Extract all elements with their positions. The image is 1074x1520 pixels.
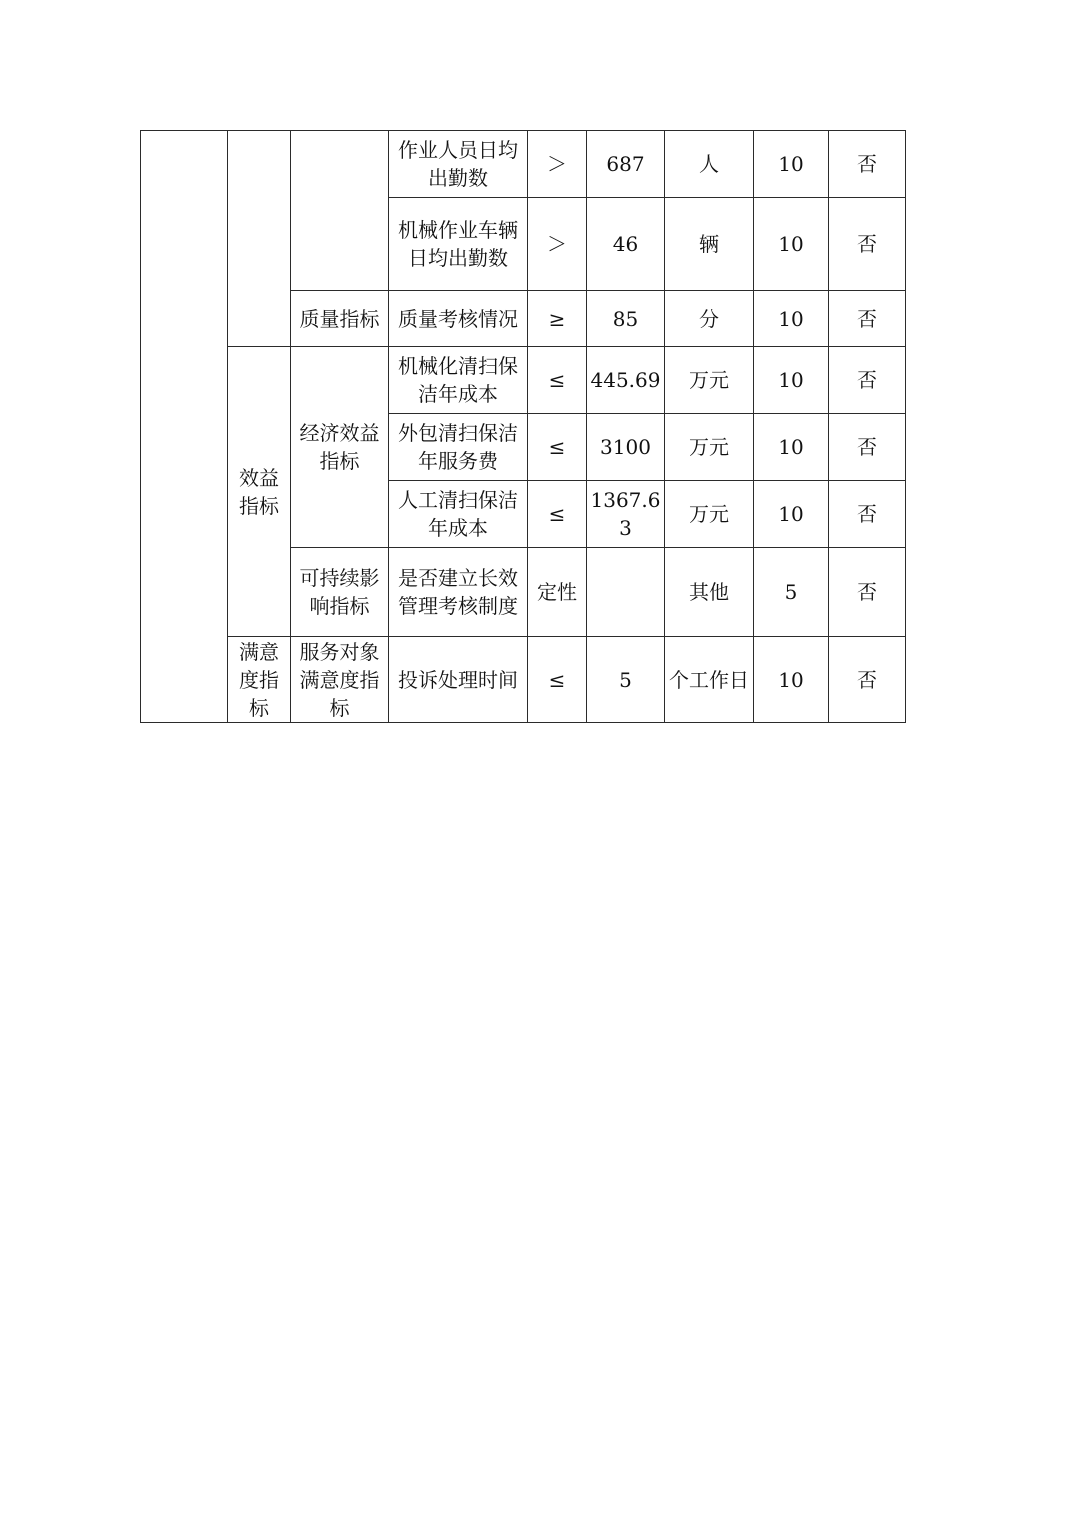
indicator-cell: 人工清扫保洁年成本 xyxy=(389,481,528,548)
level3-economic-cell: 经济效益指标 xyxy=(291,347,389,548)
operator-cell: ≤ xyxy=(528,414,587,481)
indicator-cell: 是否建立长效管理考核制度 xyxy=(389,548,528,637)
indicator-cell: 外包清扫保洁年服务费 xyxy=(389,414,528,481)
core-flag-cell: 否 xyxy=(829,637,906,723)
operator-cell: ＞ xyxy=(528,198,587,291)
operator-cell: 定性 xyxy=(528,548,587,637)
unit-cell: 辆 xyxy=(665,198,754,291)
table-row xyxy=(141,347,906,414)
core-flag-cell: 否 xyxy=(829,198,906,291)
target-value-cell: 46 xyxy=(587,198,665,291)
target-value-cell: 85 xyxy=(587,291,665,347)
unit-cell: 万元 xyxy=(665,414,754,481)
weight-cell: 10 xyxy=(754,481,829,548)
indicator-cell: 质量考核情况 xyxy=(389,291,528,347)
indicator-cell: 投诉处理时间 xyxy=(389,637,528,723)
indicator-cell: 机械化清扫保洁年成本 xyxy=(389,347,528,414)
unit-cell: 人 xyxy=(665,131,754,198)
weight-cell: 10 xyxy=(754,198,829,291)
level3-service-cell: 服务对象满意度指标 xyxy=(291,637,389,723)
target-value-cell: 3100 xyxy=(587,414,665,481)
weight-cell: 10 xyxy=(754,131,829,198)
unit-cell: 万元 xyxy=(665,347,754,414)
weight-cell: 10 xyxy=(754,347,829,414)
unit-cell: 分 xyxy=(665,291,754,347)
core-flag-cell: 否 xyxy=(829,548,906,637)
level3-quantity-cell xyxy=(291,131,389,291)
weight-cell: 10 xyxy=(754,414,829,481)
target-value-cell: 687 xyxy=(587,131,665,198)
operator-cell: ≤ xyxy=(528,347,587,414)
indicator-cell: 作业人员日均出勤数 xyxy=(389,131,528,198)
level3-sustainable-cell: 可持续影响指标 xyxy=(291,548,389,637)
level1-category-cell xyxy=(141,131,228,723)
performance-indicator-table xyxy=(140,130,906,723)
weight-cell: 5 xyxy=(754,548,829,637)
core-flag-cell: 否 xyxy=(829,131,906,198)
target-value-cell: 445.69 xyxy=(587,347,665,414)
level3-quality-cell: 质量指标 xyxy=(291,291,389,347)
unit-cell: 个工作日 xyxy=(665,637,754,723)
operator-cell: ＞ xyxy=(528,131,587,198)
level2-satisfaction-cell: 满意度指标 xyxy=(228,637,291,723)
target-value-cell xyxy=(587,548,665,637)
core-flag-cell: 否 xyxy=(829,414,906,481)
level2-benefit-cell: 效益指标 xyxy=(228,347,291,637)
operator-cell: ≤ xyxy=(528,481,587,548)
operator-cell: ≤ xyxy=(528,637,587,723)
unit-cell: 其他 xyxy=(665,548,754,637)
weight-cell: 10 xyxy=(754,637,829,723)
unit-cell: 万元 xyxy=(665,481,754,548)
target-value-cell: 1367.63 xyxy=(587,481,665,548)
core-flag-cell: 否 xyxy=(829,481,906,548)
operator-cell: ≥ xyxy=(528,291,587,347)
table-row xyxy=(141,131,906,198)
target-value-cell: 5 xyxy=(587,637,665,723)
core-flag-cell: 否 xyxy=(829,347,906,414)
indicator-cell: 机械作业车辆日均出勤数 xyxy=(389,198,528,291)
level2-output-cell xyxy=(228,131,291,347)
table-row xyxy=(141,637,906,723)
core-flag-cell: 否 xyxy=(829,291,906,347)
weight-cell: 10 xyxy=(754,291,829,347)
